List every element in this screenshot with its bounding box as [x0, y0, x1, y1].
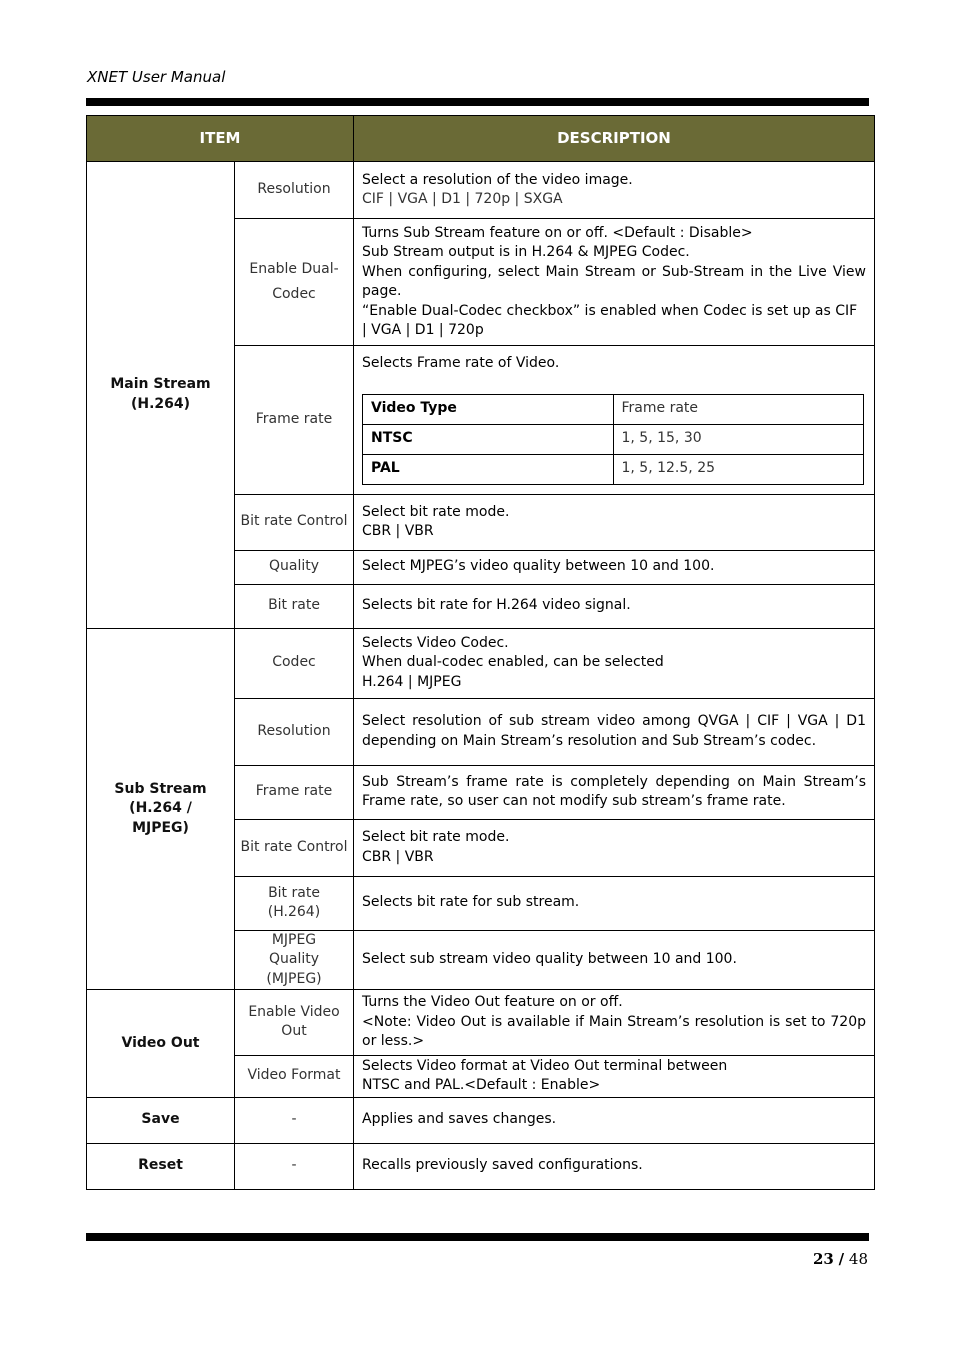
- row-name: Enable Video Out: [235, 990, 354, 1056]
- desc-line: CBR | VBR: [362, 523, 434, 539]
- settings-table: [86, 115, 875, 1190]
- table-row: [363, 394, 864, 424]
- desc-line: Select a resolution of the video image.: [362, 171, 633, 188]
- row-name: MJPEG Quality (MJPEG): [235, 930, 354, 990]
- group-video-out: Video Out: [87, 990, 235, 1098]
- cell: 1, 5, 12.5, 25: [613, 454, 864, 484]
- cell: NTSC: [363, 424, 614, 454]
- table-row: [87, 1143, 875, 1189]
- desc-line: Selects Video format at Video Out terminal between: [362, 1057, 728, 1074]
- row-name: Video Format: [235, 1055, 354, 1097]
- row-description: [354, 628, 875, 698]
- header-rule: [86, 98, 869, 106]
- row-description: [354, 162, 875, 219]
- row-name: Quality: [235, 550, 354, 584]
- desc-line: Selects Frame rate of Video.: [362, 355, 560, 371]
- desc-line: <Note: Video Out is available if Main Stream’s resolution is set to 720p or less.>: [362, 1013, 866, 1049]
- table-header-row: [87, 116, 875, 162]
- row-name: Bit rate (H.264): [235, 876, 354, 930]
- row-name: Resolution: [235, 162, 354, 219]
- desc-line: Turns Sub Stream feature on or off. <Default : Disable>: [362, 224, 753, 241]
- cell: 1, 5, 15, 30: [613, 424, 864, 454]
- row-name: Resolution: [235, 698, 354, 765]
- row-reset: Reset: [87, 1143, 235, 1189]
- page-number: [813, 1250, 868, 1268]
- desc-line: Selects Video Codec.: [362, 634, 509, 651]
- desc-line: Sub Stream output is in H.264 & MJPEG Codec.: [362, 244, 690, 260]
- table-row: [87, 162, 875, 219]
- table-row: [87, 990, 875, 1056]
- table-row: [363, 454, 864, 484]
- row-name: -: [235, 1097, 354, 1143]
- row-name: Bit rate: [235, 584, 354, 628]
- row-description: [354, 219, 875, 346]
- desc-line: NTSC and PAL.<Default : Enable>: [362, 1077, 601, 1093]
- desc-line: When configuring, select Main Stream or Sub-Stream in the Live View page.: [362, 263, 866, 299]
- table-row: [363, 424, 864, 454]
- row-name: Enable Dual-Codec: [235, 219, 354, 346]
- page-total: 48: [848, 1250, 868, 1268]
- frame-rate-table: [362, 394, 864, 485]
- row-name: Frame rate: [235, 765, 354, 819]
- row-name: Codec: [235, 628, 354, 698]
- row-name: Bit rate Control: [235, 494, 354, 550]
- desc-line: Select bit rate mode.: [362, 829, 510, 845]
- header-description: DESCRIPTION: [354, 116, 875, 162]
- desc-line: When dual-codec enabled, can be selected: [362, 654, 664, 671]
- row-description: Select resolution of sub stream video among QVGA | CIF | VGA | D1 depending on Main Stream’s resolution and Sub Stream’s codec.: [354, 698, 875, 765]
- row-name: Bit rate Control: [235, 819, 354, 876]
- row-description: Recalls previously saved configurations.: [354, 1143, 875, 1189]
- row-description: [354, 494, 875, 550]
- row-description: Applies and saves changes.: [354, 1097, 875, 1143]
- cell: Frame rate: [613, 394, 864, 424]
- desc-line: “Enable Dual-Codec checkbox” is enabled when Codec is set up as CIF | VGA | D1 | 720p: [362, 302, 858, 338]
- group-sub-stream: Sub Stream (H.264 / MJPEG): [87, 628, 235, 990]
- row-description: Select MJPEG’s video quality between 10 and 100.: [354, 550, 875, 584]
- row-description: Select sub stream video quality between 10 and 100.: [354, 930, 875, 990]
- row-description: [354, 990, 875, 1056]
- row-description: [354, 819, 875, 876]
- desc-line: CBR | VBR: [362, 848, 434, 865]
- page-current: 23: [812, 1250, 834, 1268]
- group-main-stream: Main Stream (H.264): [87, 162, 235, 629]
- footer-rule: [86, 1233, 869, 1241]
- desc-line: Turns the Video Out feature on or off.: [362, 994, 623, 1010]
- row-save: Save: [87, 1097, 235, 1143]
- row-description: Sub Stream’s frame rate is completely depending on Main Stream’s Frame rate, so user can not modify sub stream’s frame rate.: [354, 765, 875, 819]
- row-description: Selects bit rate for sub stream.: [354, 876, 875, 930]
- row-name: Frame rate: [235, 346, 354, 495]
- desc-line: H.264 | MJPEG: [362, 673, 462, 690]
- cell: PAL: [363, 454, 614, 484]
- desc-line: CIF | VGA | D1 | 720p | SXGA: [362, 191, 563, 207]
- row-description: [354, 1055, 875, 1097]
- document-header: XNET User Manual: [87, 68, 226, 86]
- page-separator: /: [838, 1250, 845, 1268]
- row-description: Selects bit rate for H.264 video signal.: [354, 584, 875, 628]
- row-description: [354, 346, 875, 495]
- table-row: [87, 1097, 875, 1143]
- table-row: [87, 628, 875, 698]
- row-name: -: [235, 1143, 354, 1189]
- desc-line: Select bit rate mode.: [362, 503, 510, 520]
- header-item: ITEM: [87, 116, 354, 162]
- cell: Video Type: [363, 394, 614, 424]
